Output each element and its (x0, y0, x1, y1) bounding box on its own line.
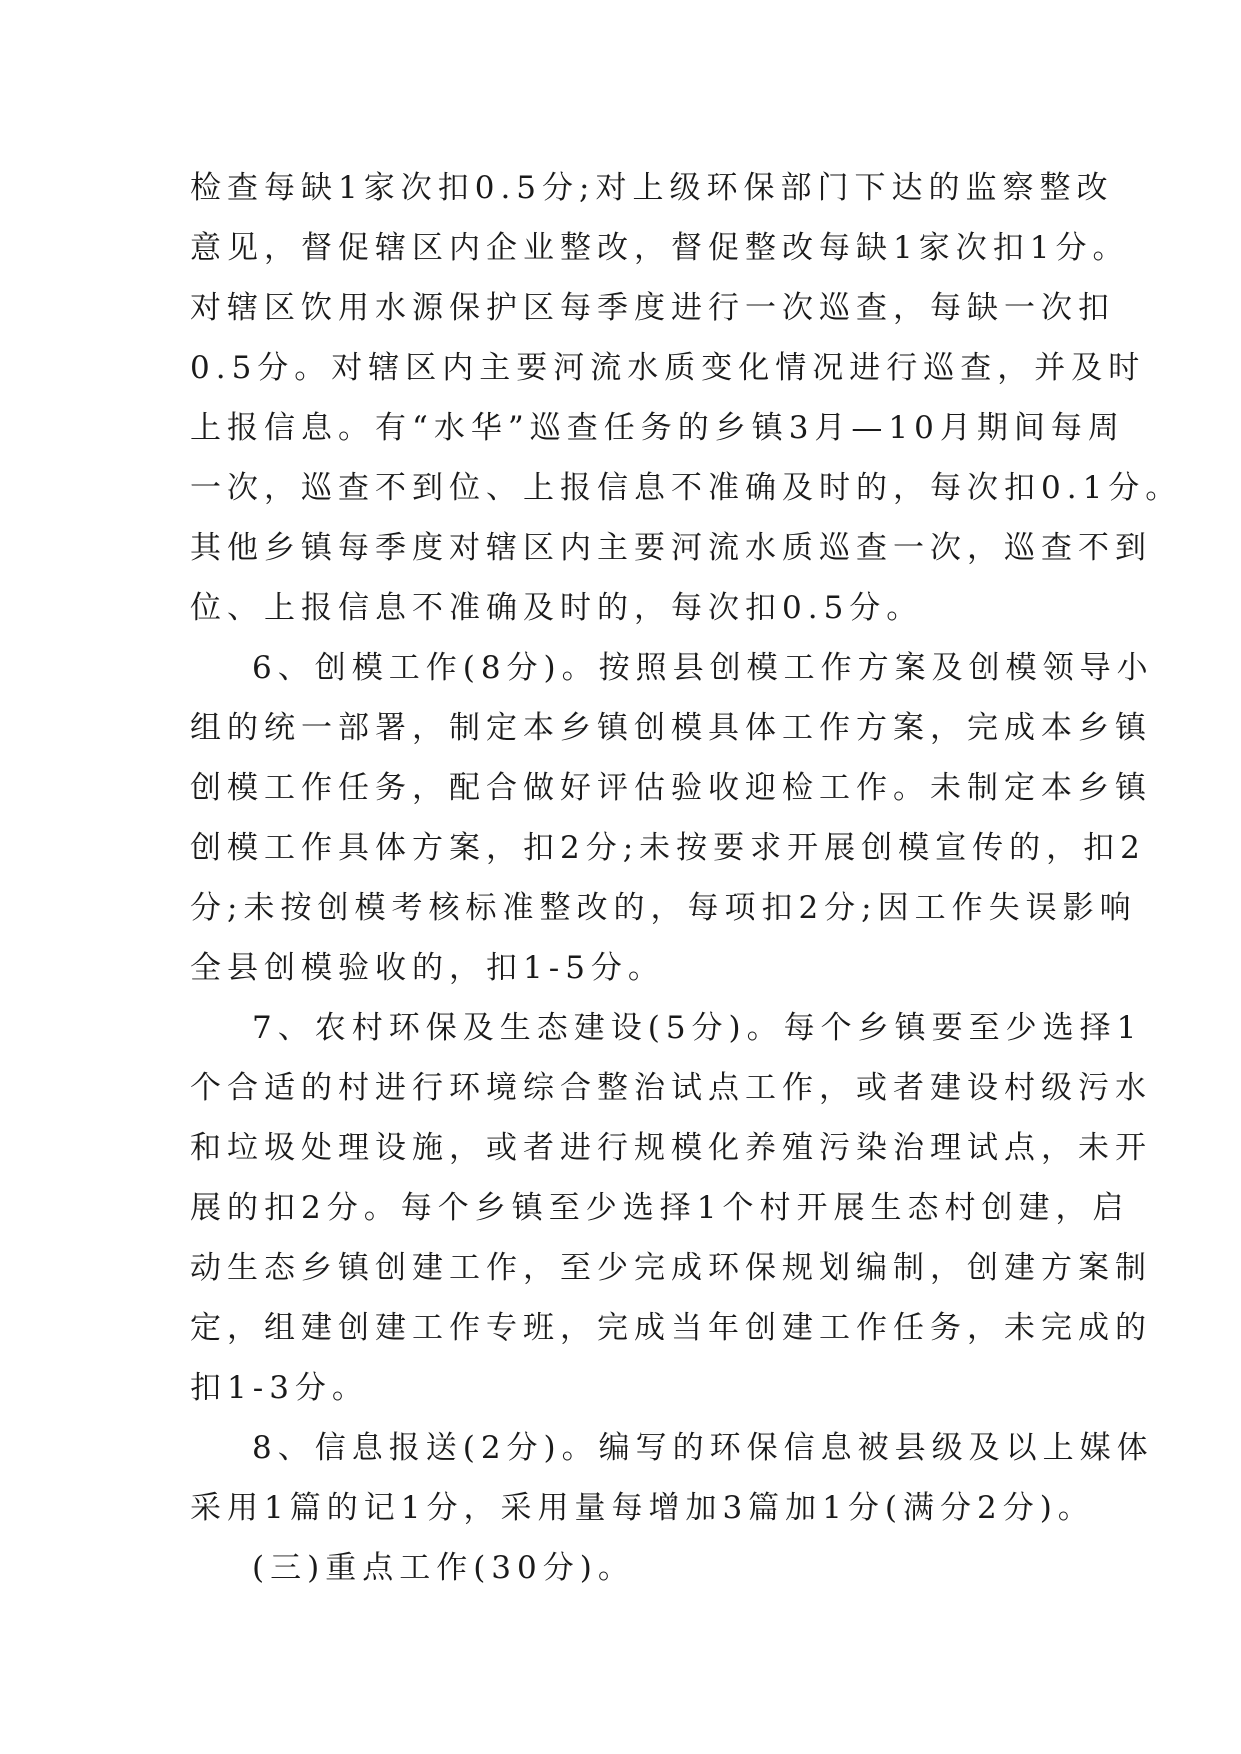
document-line: 对辖区饮用水源保护区每季度进行一次巡查，每缺一次扣 (190, 290, 1115, 326)
document-body (190, 158, 1183, 1598)
document-line: 7、农村环保及生态建设(5分)。每个乡镇要至少选择1 (252, 1010, 1143, 1046)
document-line: 一次，巡查不到位、上报信息不准确及时的，每次扣0.1分。 (190, 470, 1183, 506)
document-line: 组的统一部署，制定本乡镇创模具体工作方案，完成本乡镇 (190, 710, 1152, 746)
document-line: 个合适的村进行环境综合整治试点工作，或者建设村级污水 (190, 1070, 1152, 1106)
document-line: 扣1-3分。 (190, 1370, 369, 1406)
document-line: 动生态乡镇创建工作，至少完成环保规划编制，创建方案制 (190, 1250, 1152, 1286)
document-line: 其他乡镇每季度对辖区内主要河流水质巡查一次，巡查不到 (190, 530, 1152, 566)
document-line: 意见，督促辖区内企业整改，督促整改每缺1家次扣1分。 (190, 230, 1130, 266)
document-line: 分;未按创模考核标准整改的，每项扣2分;因工作失误影响 (190, 890, 1137, 926)
document-line: 展的扣2分。每个乡镇至少选择1个村开展生态村创建，启 (190, 1190, 1130, 1226)
document-line: 上报信息。有“水华”巡查任务的乡镇3月—10月期间每周 (190, 410, 1125, 446)
document-line: 0.5分。对辖区内主要河流水质变化情况进行巡查，并及时 (190, 350, 1146, 386)
document-line: 定，组建创建工作专班，完成当年创建工作任务，未完成的 (190, 1310, 1152, 1346)
document-line: 全县创模验收的，扣1-5分。 (190, 950, 665, 986)
document-line: 检查每缺1家次扣0.5分;对上级环保部门下达的监察整改 (190, 170, 1114, 206)
document-line: 创模工作任务，配合做好评估验收迎检工作。未制定本乡镇 (190, 770, 1152, 806)
document-line: 和垃圾处理设施，或者进行规模化养殖污染治理试点，未开 (190, 1130, 1152, 1166)
document-line: 6、创模工作(8分)。按照县创模工作方案及创模领导小 (252, 650, 1154, 686)
document-line: 创模工作具体方案，扣2分;未按要求开展创模宣传的，扣2 (190, 830, 1146, 866)
document-line: (三)重点工作(30分)。 (252, 1550, 635, 1586)
document-line: 8、信息报送(2分)。编写的环保信息被县级及以上媒体 (252, 1430, 1154, 1466)
document-line: 采用1篇的记1分，采用量每增加3篇加1分(满分2分)。 (190, 1490, 1095, 1526)
document-line: 位、上报信息不准确及时的，每次扣0.5分。 (190, 590, 924, 626)
